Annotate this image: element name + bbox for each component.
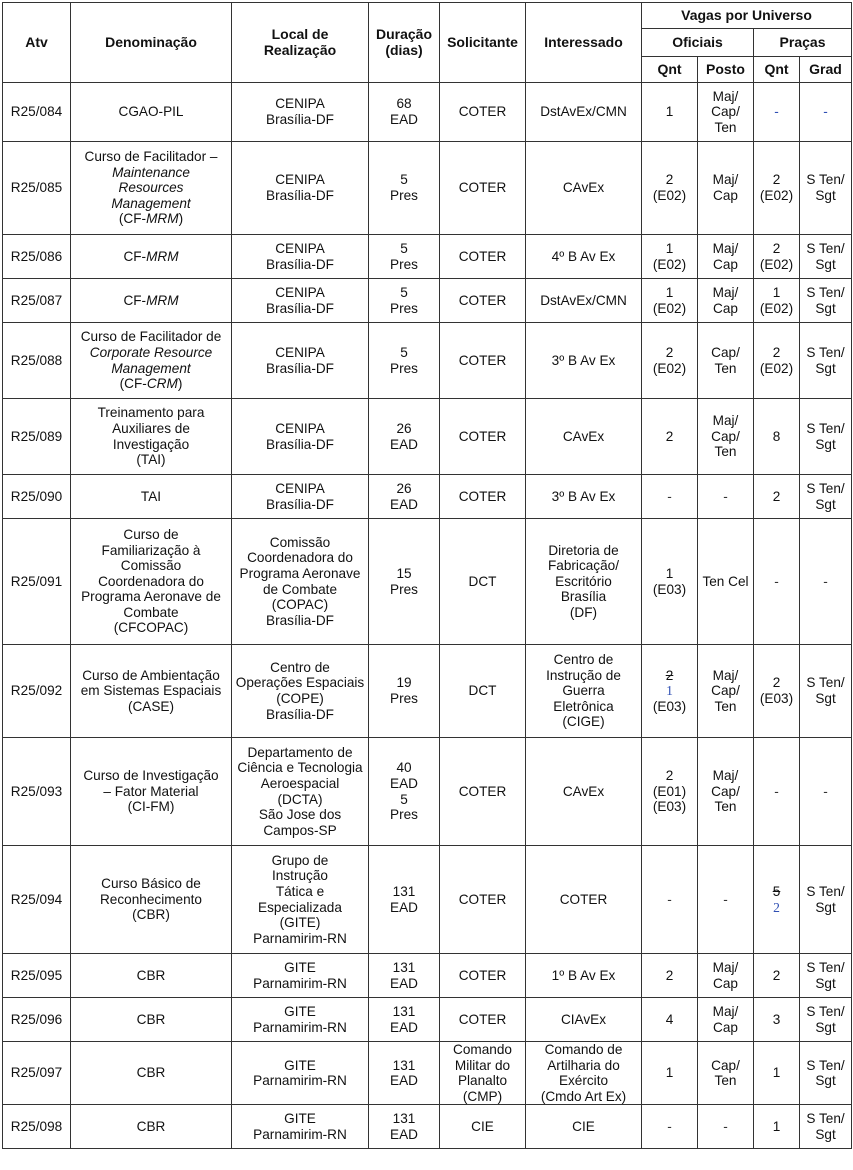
- cell-local: CENIPA Brasília-DF: [232, 279, 369, 323]
- cell-interessado: 3º B Av Ex: [526, 323, 642, 399]
- cell-grad: S Ten/ Sgt: [800, 475, 852, 519]
- cell-atv: R25/089: [3, 399, 71, 475]
- cell-solicitante: COTER: [440, 83, 526, 142]
- cell-grad: S Ten/ Sgt: [800, 954, 852, 998]
- header-oficiais: Oficiais: [642, 29, 754, 57]
- cell-denominacao: Curso de Facilitador de Corporate Resource Management (CF-CRM): [71, 323, 232, 399]
- cell-solicitante: COTER: [440, 738, 526, 846]
- cell-grad: -: [800, 519, 852, 645]
- cell-qnt-pracas: 2 (E02): [754, 142, 800, 235]
- cell-duracao: 131 EAD: [369, 1105, 440, 1149]
- cell-duracao: 131 EAD: [369, 954, 440, 998]
- header-duracao: Duração (dias): [369, 3, 440, 83]
- cell-solicitante: COTER: [440, 399, 526, 475]
- cell-denominacao: CBR: [71, 1042, 232, 1105]
- cell-interessado: CIAvEx: [526, 998, 642, 1042]
- cell-denominacao: CGAO-PIL: [71, 83, 232, 142]
- cell-qnt-pracas: -: [754, 738, 800, 846]
- cell-qnt-oficiais: 2 1 (E03): [642, 645, 698, 738]
- cell-posto: Maj/ Cap: [698, 954, 754, 998]
- header-pracas: Praças: [754, 29, 852, 57]
- table-row: [3, 323, 852, 399]
- cell-duracao: 5 Pres: [369, 323, 440, 399]
- cell-qnt-oficiais: 2 (E01) (E03): [642, 738, 698, 846]
- header-solicitante: Solicitante: [440, 3, 526, 83]
- corrected-value: 2: [773, 899, 780, 915]
- cell-interessado: DstAvEx/CMN: [526, 83, 642, 142]
- cell-posto: Maj/ Cap: [698, 142, 754, 235]
- table-row: [3, 998, 852, 1042]
- cell-qnt-oficiais: 1: [642, 83, 698, 142]
- cell-duracao: 5 Pres: [369, 279, 440, 323]
- corrected-value: 1: [666, 683, 673, 699]
- cell-atv: R25/086: [3, 235, 71, 279]
- table-row: [3, 1042, 852, 1105]
- cell-interessado: COTER: [526, 846, 642, 954]
- cell-solicitante: CIE: [440, 1105, 526, 1149]
- cell-duracao: 19 Pres: [369, 645, 440, 738]
- cell-grad: -: [800, 83, 852, 142]
- table-row: [3, 475, 852, 519]
- header-denominacao: Denominação: [71, 3, 232, 83]
- cell-local: CENIPA Brasília-DF: [232, 399, 369, 475]
- cell-posto: Maj/ Cap/ Ten: [698, 83, 754, 142]
- cell-grad: S Ten/ Sgt: [800, 399, 852, 475]
- cell-duracao: 68 EAD: [369, 83, 440, 142]
- cell-atv: R25/094: [3, 846, 71, 954]
- cell-grad: S Ten/ Sgt: [800, 323, 852, 399]
- cell-solicitante: DCT: [440, 645, 526, 738]
- header-atv: Atv: [3, 3, 71, 83]
- cell-grad: -: [800, 738, 852, 846]
- cell-solicitante: DCT: [440, 519, 526, 645]
- cell-atv: R25/093: [3, 738, 71, 846]
- cell-qnt-pracas: [754, 846, 800, 954]
- cell-grad: S Ten/ Sgt: [800, 142, 852, 235]
- cell-atv: R25/085: [3, 142, 71, 235]
- cell-posto: Maj/ Cap: [698, 279, 754, 323]
- cell-denominacao: CBR: [71, 1105, 232, 1149]
- cell-local: GITE Parnamirim-RN: [232, 954, 369, 998]
- cell-qnt-pracas: 1 (E02): [754, 279, 800, 323]
- cell-interessado: CAvEx: [526, 399, 642, 475]
- cell-solicitante: Comando Militar do Planalto (CMP): [440, 1042, 526, 1105]
- cell-atv: R25/088: [3, 323, 71, 399]
- cell-qnt-pracas: 2: [754, 475, 800, 519]
- cell-posto: -: [698, 475, 754, 519]
- cell-denominacao: CBR: [71, 998, 232, 1042]
- cell-grad: S Ten/ Sgt: [800, 1042, 852, 1105]
- table-row: [3, 519, 852, 645]
- table-row: [3, 645, 852, 738]
- cell-denominacao: Curso de Investigação – Fator Material (CI-FM): [71, 738, 232, 846]
- cell-interessado: CAvEx: [526, 738, 642, 846]
- cell-grad: S Ten/ Sgt: [800, 998, 852, 1042]
- cell-interessado: Diretoria de Fabricação/ Escritório Brasília (DF): [526, 519, 642, 645]
- cell-grad: S Ten/ Sgt: [800, 645, 852, 738]
- cell-interessado: 4º B Av Ex: [526, 235, 642, 279]
- cell-posto: Maj/ Cap: [698, 998, 754, 1042]
- cell-qnt-pracas: 2: [754, 954, 800, 998]
- cell-local: Centro de Operações Espaciais (COPE) Brasília-DF: [232, 645, 369, 738]
- header-posto: Posto: [698, 57, 754, 83]
- cell-qnt-oficiais: 2: [642, 399, 698, 475]
- cell-local: GITE Parnamirim-RN: [232, 1105, 369, 1149]
- cell-duracao: 5 Pres: [369, 142, 440, 235]
- cell-atv: R25/090: [3, 475, 71, 519]
- cell-local: Comissão Coordenadora do Programa Aeronave de Combate (COPAC) Brasília-DF: [232, 519, 369, 645]
- cell-solicitante: COTER: [440, 279, 526, 323]
- header-vagas: Vagas por Universo: [642, 3, 852, 29]
- cell-atv: R25/091: [3, 519, 71, 645]
- vagas-table: [2, 2, 852, 1149]
- table-row: [3, 954, 852, 998]
- cell-denominacao: Curso Básico de Reconhecimento (CBR): [71, 846, 232, 954]
- cell-posto: Maj/ Cap/ Ten: [698, 645, 754, 738]
- cell-qnt-pracas: 2 (E02): [754, 323, 800, 399]
- cell-denominacao: Curso de Familiarização à Comissão Coordenadora do Programa Aeronave de Combate (CFCOPAC): [71, 519, 232, 645]
- cell-denominacao: Treinamento para Auxiliares de Investigação (TAI): [71, 399, 232, 475]
- header-qnt-pracas: Qnt: [754, 57, 800, 83]
- cell-duracao: 40 EAD 5 Pres: [369, 738, 440, 846]
- table-row: [3, 738, 852, 846]
- cell-atv: R25/084: [3, 83, 71, 142]
- cell-qnt-pracas: 2 (E02): [754, 235, 800, 279]
- cell-denominacao: CBR: [71, 954, 232, 998]
- table-row: [3, 846, 852, 954]
- header-local: Local de Realização: [232, 3, 369, 83]
- cell-interessado: Centro de Instrução de Guerra Eletrônica (CIGE): [526, 645, 642, 738]
- struck-value: 5: [772, 883, 781, 899]
- cell-qnt-oficiais: -: [642, 1105, 698, 1149]
- cell-interessado: 3º B Av Ex: [526, 475, 642, 519]
- cell-qnt-oficiais: 1 (E02): [642, 235, 698, 279]
- cell-qnt-oficiais: -: [642, 846, 698, 954]
- cell-qnt-pracas: -: [754, 83, 800, 142]
- cell-denominacao: Curso de Facilitador – Maintenance Resources Management (CF-MRM): [71, 142, 232, 235]
- cell-interessado: Comando de Artilharia do Exército (Cmdo Art Ex): [526, 1042, 642, 1105]
- header-interessado: Interessado: [526, 3, 642, 83]
- table-row: [3, 235, 852, 279]
- cell-local: CENIPA Brasília-DF: [232, 235, 369, 279]
- cell-solicitante: COTER: [440, 846, 526, 954]
- cell-duracao: 26 EAD: [369, 399, 440, 475]
- table-row: [3, 142, 852, 235]
- cell-qnt-pracas: 1: [754, 1042, 800, 1105]
- cell-qnt-oficiais: 2 (E02): [642, 142, 698, 235]
- cell-qnt-oficiais: 2 (E02): [642, 323, 698, 399]
- cell-posto: -: [698, 846, 754, 954]
- cell-qnt-oficiais: -: [642, 475, 698, 519]
- cell-qnt-oficiais: 1 (E02): [642, 279, 698, 323]
- table-row: [3, 279, 852, 323]
- table-row: [3, 399, 852, 475]
- cell-local: CENIPA Brasília-DF: [232, 142, 369, 235]
- cell-local: CENIPA Brasília-DF: [232, 475, 369, 519]
- cell-local: GITE Parnamirim-RN: [232, 998, 369, 1042]
- cell-interessado: 1º B Av Ex: [526, 954, 642, 998]
- cell-duracao: 131 EAD: [369, 846, 440, 954]
- cell-grad: S Ten/ Sgt: [800, 846, 852, 954]
- header-grad: Grad: [800, 57, 852, 83]
- cell-local: Departamento de Ciência e Tecnologia Aeroespacial (DCTA) São Jose dos Campos-SP: [232, 738, 369, 846]
- cell-atv: R25/095: [3, 954, 71, 998]
- cell-duracao: 131 EAD: [369, 1042, 440, 1105]
- cell-solicitante: COTER: [440, 235, 526, 279]
- cell-duracao: 5 Pres: [369, 235, 440, 279]
- cell-interessado: CAvEx: [526, 142, 642, 235]
- struck-value: 2: [665, 667, 674, 683]
- cell-qnt-oficiais: 2: [642, 954, 698, 998]
- cell-grad: S Ten/ Sgt: [800, 1105, 852, 1149]
- cell-atv: R25/096: [3, 998, 71, 1042]
- cell-posto: Cap/ Ten: [698, 323, 754, 399]
- cell-qnt-pracas: 1: [754, 1105, 800, 1149]
- cell-solicitante: COTER: [440, 475, 526, 519]
- cell-duracao: 15 Pres: [369, 519, 440, 645]
- cell-solicitante: COTER: [440, 323, 526, 399]
- cell-denominacao: Curso de Ambientação em Sistemas Espaciais (CASE): [71, 645, 232, 738]
- cell-posto: Maj/ Cap/ Ten: [698, 399, 754, 475]
- cell-qnt-oficiais: 1 (E03): [642, 519, 698, 645]
- cell-qnt-pracas: 2 (E03): [754, 645, 800, 738]
- header-qnt-oficiais: Qnt: [642, 57, 698, 83]
- cell-posto: Maj/ Cap: [698, 235, 754, 279]
- cell-qnt-oficiais: 4: [642, 998, 698, 1042]
- cell-duracao: 131 EAD: [369, 998, 440, 1042]
- cell-qnt-pracas: 8: [754, 399, 800, 475]
- cell-atv: R25/087: [3, 279, 71, 323]
- cell-local: Grupo de Instrução Tática e Especializada (GITE) Parnamirim-RN: [232, 846, 369, 954]
- cell-denominacao: TAI: [71, 475, 232, 519]
- cell-qnt-pracas: -: [754, 519, 800, 645]
- cell-qnt-oficiais: 1: [642, 1042, 698, 1105]
- cell-grad: S Ten/ Sgt: [800, 235, 852, 279]
- cell-denominacao: CF-MRM: [71, 235, 232, 279]
- cell-duracao: 26 EAD: [369, 475, 440, 519]
- cell-solicitante: COTER: [440, 998, 526, 1042]
- cell-solicitante: COTER: [440, 142, 526, 235]
- cell-local: GITE Parnamirim-RN: [232, 1042, 369, 1105]
- cell-interessado: DstAvEx/CMN: [526, 279, 642, 323]
- table-body: [3, 83, 852, 1149]
- cell-atv: R25/098: [3, 1105, 71, 1149]
- cell-posto: -: [698, 1105, 754, 1149]
- cell-atv: R25/092: [3, 645, 71, 738]
- cell-posto: Maj/ Cap/ Ten: [698, 738, 754, 846]
- cell-atv: R25/097: [3, 1042, 71, 1105]
- cell-interessado: CIE: [526, 1105, 642, 1149]
- cell-local: CENIPA Brasília-DF: [232, 83, 369, 142]
- cell-local: CENIPA Brasília-DF: [232, 323, 369, 399]
- cell-denominacao: CF-MRM: [71, 279, 232, 323]
- table-header: [3, 3, 852, 83]
- table-row: [3, 83, 852, 142]
- table-row: [3, 1105, 852, 1149]
- cell-qnt-pracas: 3: [754, 998, 800, 1042]
- cell-solicitante: COTER: [440, 954, 526, 998]
- cell-posto: Cap/ Ten: [698, 1042, 754, 1105]
- cell-posto: Ten Cel: [698, 519, 754, 645]
- cell-grad: S Ten/ Sgt: [800, 279, 852, 323]
